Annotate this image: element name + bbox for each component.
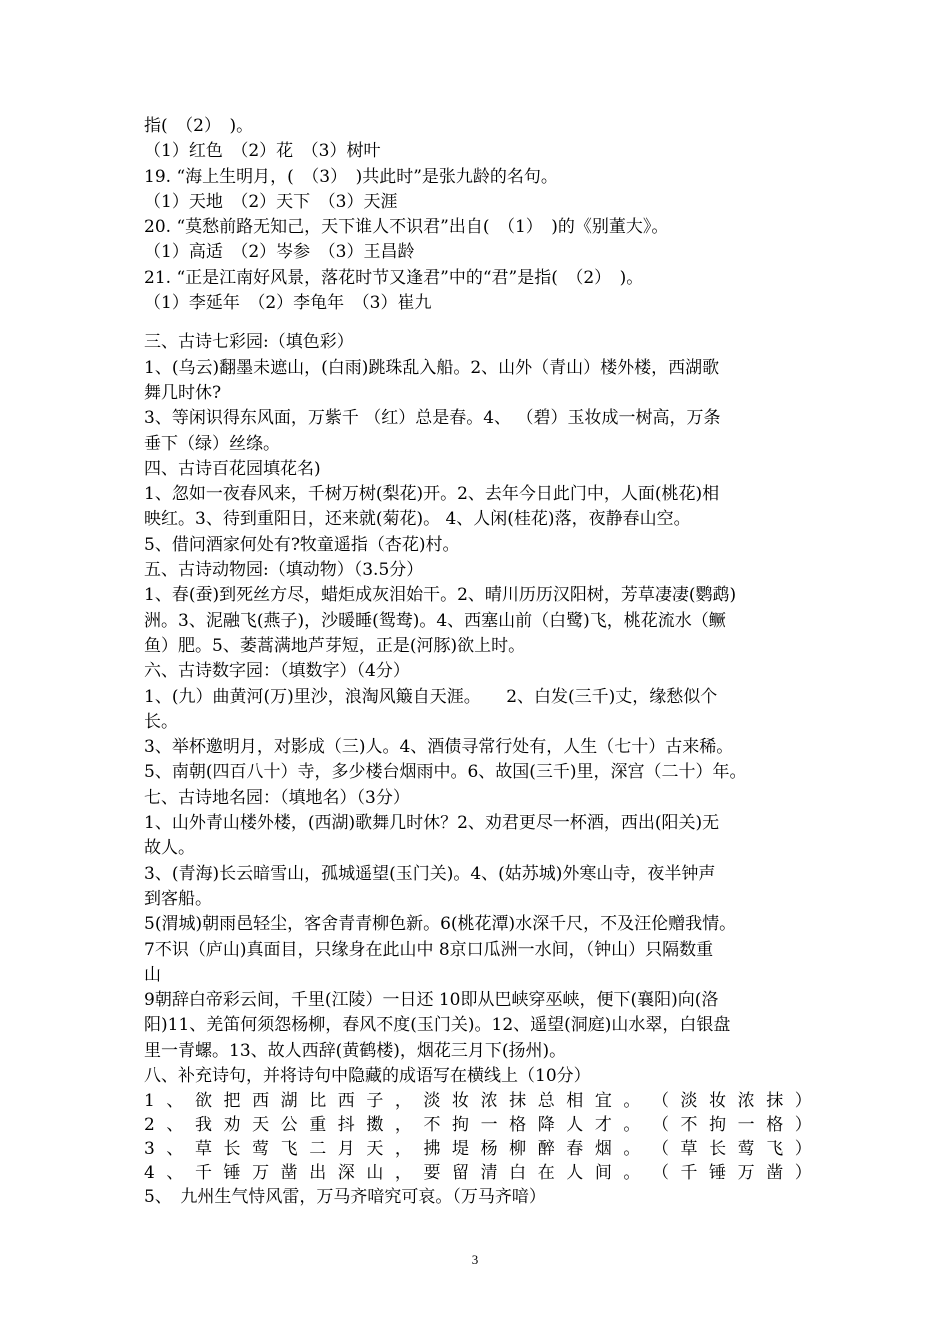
text-line: 1、春(蚕)到死丝方尽，蜡炬成灰泪始干。2、晴川历历汉阳树，芳草凄凄(鹦鹉)	[144, 585, 737, 606]
justified-line: 3 、 草 长 莺 飞 二 月 天 ， 拂 堤 杨 柳 醉 春 烟 。 （ 草 长 莺 飞 ）	[144, 1139, 812, 1160]
text-line: 21. “正是江南好风景，落花时节又逢君”中的“君”是指( （2） )。	[144, 267, 644, 288]
text-line: 指( （2） )。	[144, 116, 254, 136]
text-line: 舞几时休?	[144, 382, 222, 403]
text-line: 八、补充诗句，并将诗句中隐藏的成语写在横线上（10分）	[144, 1065, 591, 1086]
text-line: 5(渭城)朝雨邑轻尘，客舍青青柳色新。6(桃花潭)水深千尺，不及汪伦赠我情。	[144, 914, 737, 935]
text-line: 3、等闲识得东风面，万紫千 （红）总是春。4、 （碧）玉妆成一树高，万条	[144, 408, 721, 429]
text-line: 1、(乌云)翻墨未遮山，(白雨)跳珠乱入船。2、山外（青山）楼外楼，西湖歌	[144, 357, 720, 378]
text-line: 5、南朝(四百八十）寺，多少楼台烟雨中。6、故国(三千)里，深宫（二十）年。	[144, 762, 747, 783]
text-line: 5、 九州生气恃风雷，万马齐喑究可哀。（万马齐喑）	[144, 1187, 546, 1208]
text-line: 1、(九）曲黄河(万)里沙，浪淘风簸自天涯。 2、白发(三千)丈，缘愁似个	[144, 686, 718, 707]
text-line: 洲。3、泥融飞(燕子)，沙暖睡(鸳鸯)。4、西塞山前（白鹭)飞，桃花流水（鳜	[144, 610, 726, 631]
text-line: （1）红色 （2）花 （3）树叶	[144, 141, 381, 162]
text-line: 7不识（庐山)真面目，只缘身在此山中 8京口瓜洲一水间，（钟山）只隔数重	[144, 939, 714, 960]
text-line: 1、山外青山楼外楼，(西湖)歌舞几时休？2、劝君更尽一杯酒，西出(阳关)无	[144, 813, 720, 834]
text-line: （1）李延年 （2）李龟年 （3）崔九	[144, 293, 432, 314]
text-line: 三、古诗七彩园:（填色彩）	[144, 332, 354, 353]
text-line: 垂下（绿）丝绦。	[144, 433, 280, 454]
page-number: 3	[471, 1252, 479, 1267]
text-line: 山	[144, 964, 161, 985]
text-line: 5、借问酒家何处有?牧童遥指（杏花)村。	[144, 534, 460, 555]
page-body	[144, 114, 812, 1211]
text-line: 映红。3、待到重阳日，还来就(菊花)。 4、人闲(桂花)落，夜静春山空。	[144, 509, 691, 530]
justified-line: 1 、 欲 把 西 湖 比 西 子 ， 淡 妆 浓 抹 总 相 宜 。 （ 淡 妆 浓 抹 ）	[144, 1091, 812, 1112]
text-line: 故人。	[144, 838, 195, 859]
text-line: （1）天地 （2）天下 （3）天涯	[144, 191, 398, 212]
text-line: 五、古诗动物园:（填动物）（3.5分）	[144, 560, 424, 581]
text-line: 3、举杯邀明月，对影成（三)人。4、酒债寻常行处有，人生（七十）古来稀。	[144, 737, 734, 758]
text-line: 到客船。	[144, 888, 212, 909]
text-line: 20. “莫愁前路无知己，天下谁人不识君”出自( （1） )的《别董大》。	[144, 217, 669, 238]
text-line: 鱼）肥。5、萎蒿满地芦芽短，正是(河豚)欲上时。	[144, 635, 526, 656]
text-line: 里一青螺。13、故人西辞(黄鹤楼)，烟花三月下(扬州)。	[144, 1040, 567, 1061]
text-line: 19. “海上生明月，( （3） )共此时”是张九龄的名句。	[144, 166, 558, 187]
blank-line	[144, 316, 812, 330]
justified-line: 4 、 千 锤 万 凿 出 深 山 ， 要 留 清 白 在 人 间 。 （ 千 锤 万 凿 ）	[144, 1163, 812, 1184]
text-line: 9朝辞白帝彩云间，千里(江陵）一日还 10即从巴峡穿巫峡，便下(襄阳)向(洛	[144, 990, 719, 1011]
text-line: 1、忽如一夜春风来，千树万树(梨花)开。2、去年今日此门中，人面(桃花)相	[144, 484, 720, 505]
text-line: 四、古诗百花园填花名)	[144, 458, 321, 479]
text-line: 七、古诗地名园：（填地名）（3分）	[144, 787, 410, 808]
text-line: （1）高适 （2）岑参 （3）王昌龄	[144, 242, 415, 263]
text-line: 3、(青海)长云暗雪山，孤城遥望(玉门关)。4、(姑苏城)外寒山寺，夜半钟声	[144, 863, 716, 884]
justified-line: 2 、 我 劝 天 公 重 抖 擞 ， 不 拘 一 格 降 人 才 。 （ 不 拘 一 格 ）	[144, 1115, 812, 1136]
text-line: 阳)11、羌笛何须怨杨柳，春风不度(玉门关)。12、遥望(洞庭)山水翠，白银盘	[144, 1015, 731, 1036]
text-line: 六、古诗数字园：（填数字）（4分）	[144, 661, 410, 682]
text-line: 长。	[144, 711, 178, 732]
